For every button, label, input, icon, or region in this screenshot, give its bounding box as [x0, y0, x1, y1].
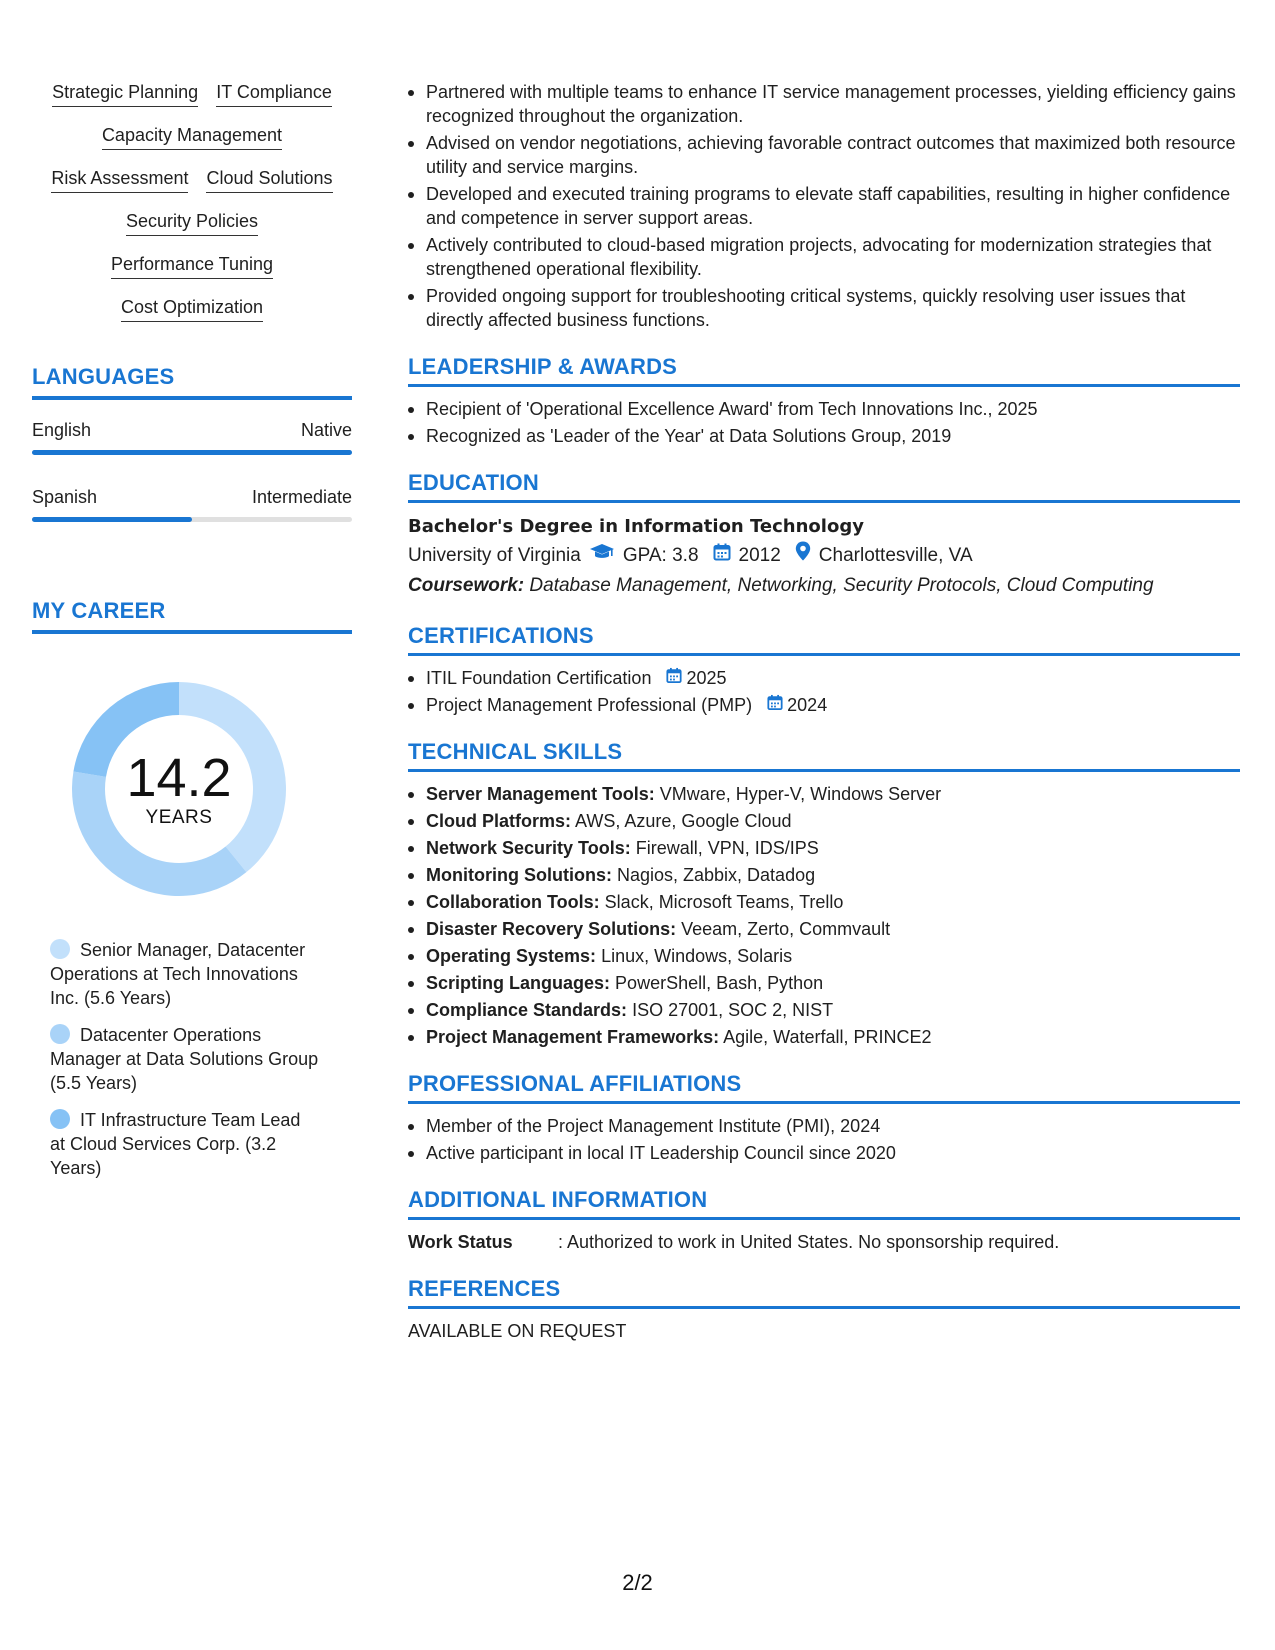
education-year: 2012 [738, 545, 781, 566]
awards-heading: LEADERSHIP & AWARDS [408, 354, 1240, 387]
technical-skills-list [408, 782, 1240, 1049]
skill-category: Disaster Recovery Solutions: [426, 919, 677, 939]
certification-year: 2025 [686, 668, 727, 688]
education-heading: EDUCATION [408, 470, 1240, 503]
work-status-label: Work Status [408, 1232, 513, 1252]
experience-bullet: Actively contributed to cloud-based migration projects, advocating for modernization strategies that strengthened operational flexibility. [408, 233, 1240, 281]
skill-values: AWS, Azure, Google Cloud [575, 811, 792, 831]
skill-tag: Security Policies [126, 209, 258, 236]
skill-values: Nagios, Zabbix, Datadog [616, 865, 816, 885]
coursework-text: Database Management, Networking, Security Protocols, Cloud Computing [529, 575, 1154, 596]
career-legend [50, 938, 320, 1180]
education-entry [408, 513, 1240, 601]
skill-category: Project Management Frameworks: [426, 1027, 720, 1047]
skill-category: Network Security Tools: [426, 838, 631, 858]
experience-bullet: Partnered with multiple teams to enhance IT service management processes, yielding efficiency gains recognized throughout the organization. [408, 80, 1240, 128]
location-pin-icon [795, 541, 811, 571]
additional-info-heading: ADDITIONAL INFORMATION [408, 1187, 1240, 1220]
skill-category: Cloud Platforms: [426, 811, 572, 831]
skill-values: Agile, Waterfall, PRINCE2 [723, 1027, 932, 1047]
affiliation-item: Member of the Project Management Institute (PMI), 2024 [408, 1114, 1240, 1138]
technical-skills-heading: TECHNICAL SKILLS [408, 739, 1240, 772]
calendar-icon [666, 666, 682, 690]
technical-skill-item [408, 971, 1240, 995]
career-legend-item [50, 1108, 320, 1180]
skill-values: PowerShell, Bash, Python [615, 973, 824, 993]
certifications-list [408, 666, 1240, 717]
education-school: University of Virginia [408, 545, 581, 566]
certifications-heading: CERTIFICATIONS [408, 623, 1240, 656]
certification-item [408, 666, 1240, 690]
languages-section [32, 364, 352, 522]
page-number: 2/2 [622, 1570, 653, 1595]
coursework-label: Coursework: [408, 575, 525, 596]
legend-dot [50, 939, 70, 959]
affiliation-item: Active participant in local IT Leadership Council since 2020 [408, 1141, 1240, 1165]
career-section [32, 598, 352, 1180]
career-total-years: 14.2 [126, 748, 232, 808]
skill-tag: Strategic Planning [52, 80, 198, 107]
award-item: Recognized as 'Leader of the Year' at Data Solutions Group, 2019 [408, 424, 1240, 448]
languages-heading: LANGUAGES [32, 364, 352, 400]
left-column [32, 80, 352, 1193]
skills-cloud [32, 80, 352, 322]
affiliations-list [408, 1114, 1240, 1165]
skill-tag: Capacity Management [102, 123, 282, 150]
career-years-unit: YEARS [145, 807, 213, 828]
skill-values: Firewall, VPN, IDS/IPS [635, 838, 819, 858]
experience-bullet: Developed and executed training programs to elevate staff capabilities, resulting in higher confidence and competence in server support areas. [408, 182, 1240, 230]
skill-tag: IT Compliance [216, 80, 332, 107]
skill-tag: Cost Optimization [121, 295, 263, 322]
technical-skill-item [408, 890, 1240, 914]
technical-skill-item [408, 863, 1240, 887]
technical-skill-item [408, 836, 1240, 860]
language-level-bar [32, 517, 352, 522]
language-level-fill [32, 517, 192, 522]
skill-category: Server Management Tools: [426, 784, 655, 804]
technical-skill-item [408, 809, 1240, 833]
legend-dot [50, 1024, 70, 1044]
language-name: English [32, 420, 92, 440]
technical-skill-item [408, 917, 1240, 941]
right-column [408, 80, 1240, 1343]
language-item [32, 418, 352, 455]
work-status-row [408, 1230, 1240, 1254]
legend-label: IT Infrastructure Team Lead at Cloud Services Corp. (3.2 Years) [50, 1110, 301, 1178]
award-item: Recipient of 'Operational Excellence Award' from Tech Innovations Inc., 2025 [408, 397, 1240, 421]
skill-category: Monitoring Solutions: [426, 865, 612, 885]
technical-skill-item [408, 944, 1240, 968]
skill-tag: Performance Tuning [111, 252, 273, 279]
skill-values: VMware, Hyper-V, Windows Server [659, 784, 942, 804]
legend-label: Datacenter Operations Manager at Data Solutions Group (5.5 Years) [50, 1025, 319, 1093]
career-heading: MY CAREER [32, 598, 352, 634]
career-legend-item [50, 1023, 320, 1095]
certification-year: 2024 [787, 695, 828, 715]
certification-name: Project Management Professional (PMP) [426, 695, 753, 715]
legend-label: Senior Manager, Datacenter Operations at Tech Innovations Inc. (5.6 Years) [50, 940, 306, 1008]
experience-bullets [408, 80, 1240, 332]
skill-category: Operating Systems: [426, 946, 597, 966]
technical-skill-item [408, 782, 1240, 806]
skill-category: Collaboration Tools: [426, 892, 600, 912]
language-item [32, 485, 352, 522]
calendar-icon [767, 693, 783, 717]
career-legend-item [50, 938, 320, 1010]
education-gpa: GPA: 3.8 [622, 545, 699, 566]
work-status-value: : Authorized to work in United States. No sponsorship required. [558, 1232, 1060, 1252]
skill-tag: Cloud Solutions [206, 166, 332, 193]
career-donut-chart [64, 674, 294, 904]
references-heading: REFERENCES [408, 1276, 1240, 1309]
language-name: Spanish [32, 487, 98, 507]
certification-name: ITIL Foundation Certification [426, 668, 652, 688]
education-coursework [408, 571, 1240, 601]
experience-bullet: Provided ongoing support for troubleshooting critical systems, quickly resolving user issues that directly affected business functions. [408, 284, 1240, 332]
skill-values: Slack, Microsoft Teams, Trello [604, 892, 844, 912]
skill-values: Veeam, Zerto, Commvault [681, 919, 891, 939]
affiliations-heading: PROFESSIONAL AFFILIATIONS [408, 1071, 1240, 1104]
education-degree: Bachelor's Degree in Information Technology [408, 516, 864, 537]
references-text: AVAILABLE ON REQUEST [408, 1321, 627, 1341]
skill-tag: Risk Assessment [51, 166, 188, 193]
certification-item [408, 693, 1240, 717]
education-location: Charlottesville, VA [818, 545, 973, 566]
graduation-cap-icon [589, 541, 615, 571]
language-level: Intermediate [251, 487, 352, 507]
technical-skill-item [408, 1025, 1240, 1049]
legend-dot [50, 1109, 70, 1129]
technical-skill-item [408, 998, 1240, 1022]
language-level-fill [32, 450, 352, 455]
skill-category: Compliance Standards: [426, 1000, 628, 1020]
calendar-icon [713, 541, 731, 571]
skill-values: ISO 27001, SOC 2, NIST [632, 1000, 834, 1020]
language-level: Native [300, 420, 352, 440]
language-level-bar [32, 450, 352, 455]
skill-category: Scripting Languages: [426, 973, 611, 993]
skill-values: Linux, Windows, Solaris [601, 946, 793, 966]
experience-bullet: Advised on vendor negotiations, achieving favorable contract outcomes that maximized both resource utility and service margins. [408, 131, 1240, 179]
awards-list [408, 397, 1240, 448]
